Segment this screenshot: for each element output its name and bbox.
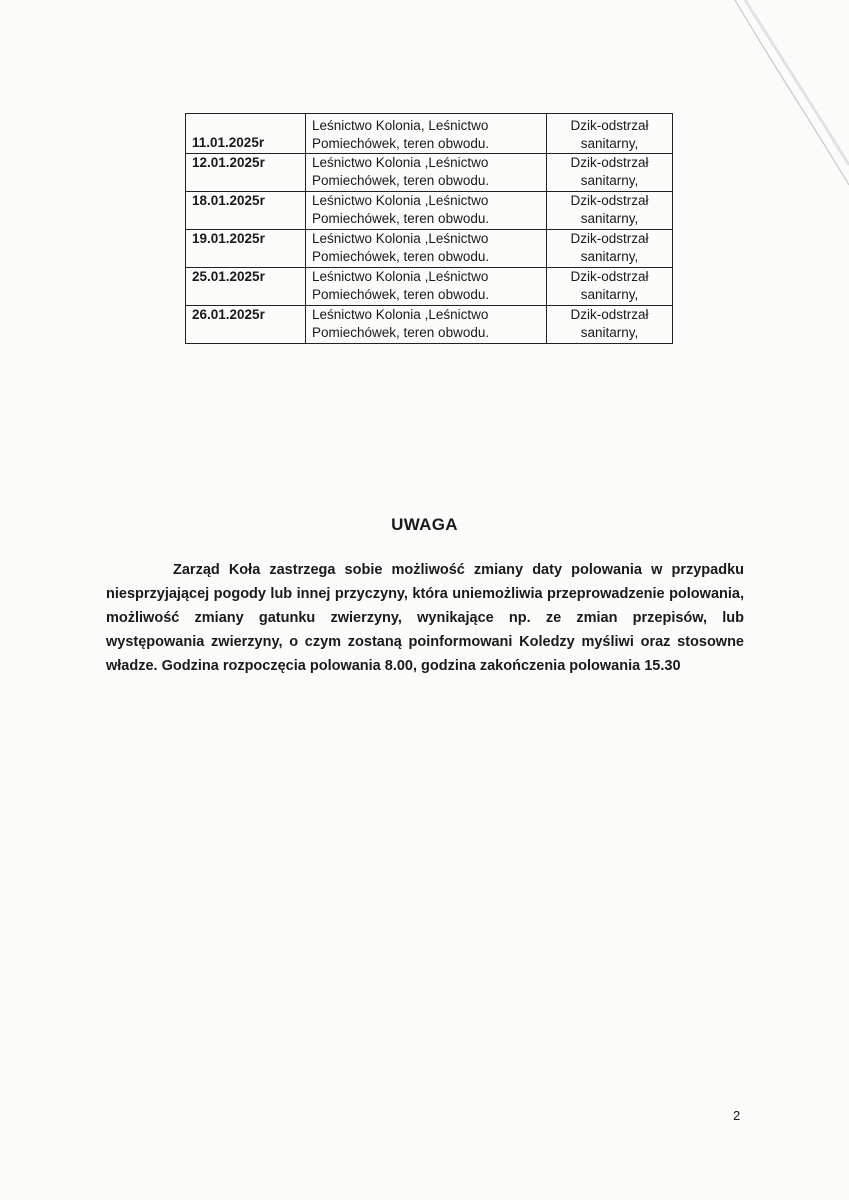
hunt-date: 25.01.2025r xyxy=(186,268,306,306)
hunt-type: Dzik-odstrzał sanitarny, xyxy=(547,154,673,192)
hunt-date: 26.01.2025r xyxy=(186,306,306,344)
hunt-type: Dzik-odstrzał sanitarny, xyxy=(547,230,673,268)
hunt-type: Dzik-odstrzał sanitarny, xyxy=(547,114,673,154)
hunt-date: 11.01.2025r xyxy=(186,114,306,154)
hunt-location: Leśnictwo Kolonia, Leśnictwo Pomiechówek, teren obwodu. xyxy=(306,114,547,154)
table-row xyxy=(186,268,673,306)
table-row xyxy=(186,306,673,344)
hunt-location: Leśnictwo Kolonia ,Leśnictwo Pomiechówek, teren obwodu. xyxy=(306,154,547,192)
hunt-date: 12.01.2025r xyxy=(186,154,306,192)
hunt-date: 18.01.2025r xyxy=(186,192,306,230)
hunt-location: Leśnictwo Kolonia ,Leśnictwo Pomiechówek, teren obwodu. xyxy=(306,268,547,306)
hunt-schedule-table xyxy=(185,113,673,344)
hunt-location: Leśnictwo Kolonia ,Leśnictwo Pomiechówek, teren obwodu. xyxy=(306,306,547,344)
hunt-type: Dzik-odstrzał sanitarny, xyxy=(547,306,673,344)
hunt-type: Dzik-odstrzał sanitarny, xyxy=(547,192,673,230)
table-row xyxy=(186,192,673,230)
hunt-location: Leśnictwo Kolonia ,Leśnictwo Pomiechówek, teren obwodu. xyxy=(306,192,547,230)
table-row xyxy=(186,154,673,192)
notice-heading: UWAGA xyxy=(391,515,458,534)
table-row xyxy=(186,114,673,154)
hunt-type: Dzik-odstrzał sanitarny, xyxy=(547,268,673,306)
page-number: 2 xyxy=(733,1108,741,1123)
hunt-date: 19.01.2025r xyxy=(186,230,306,268)
notice-body: Zarząd Koła zastrzega sobie możliwość zmiany daty polowania w przypadku niesprzyjającej pogody lub innej przyczyny, która uniemożliwia przeprowadzenie polowania, możliwość zmiany gatunku zwierzyny, wynikające np. ze zmian przepisów, lub występowania zwierzyny, o czym zostaną poinformowani Koledzy myśliwi oraz stosowne władze. Godzina rozpoczęcia polowania 8.00, godzina zakończenia polowania 15.30 xyxy=(106,562,744,674)
hunt-location: Leśnictwo Kolonia ,Leśnictwo Pomiechówek, teren obwodu. xyxy=(306,230,547,268)
table-row xyxy=(186,230,673,268)
